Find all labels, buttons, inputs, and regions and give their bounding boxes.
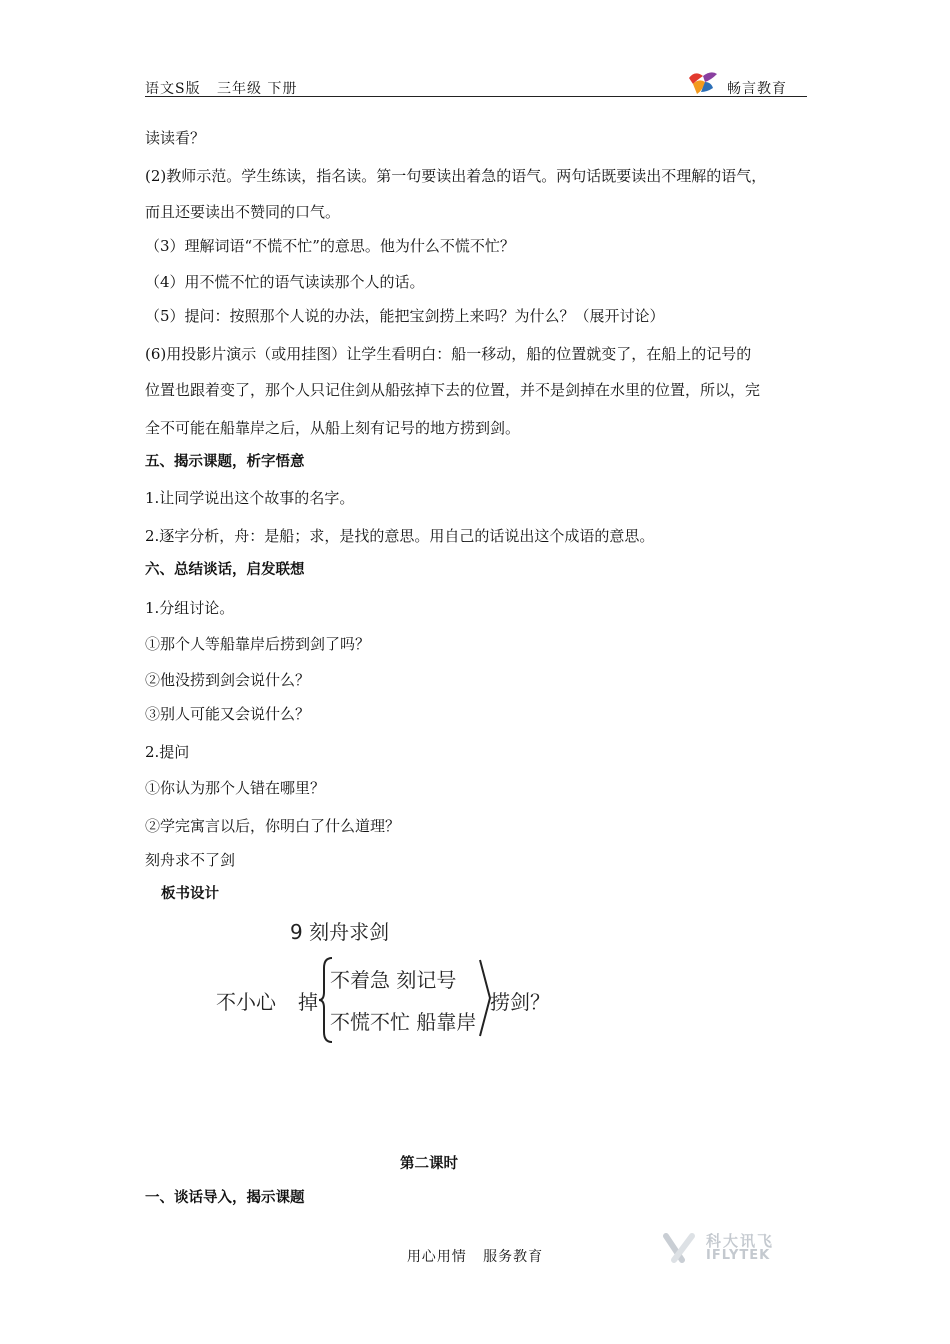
text-line: 1.让同学说出这个故事的名字。 bbox=[145, 489, 355, 507]
text-line: 而且还要读出不赞同的口气。 bbox=[145, 203, 341, 221]
text-line: （5）提问：按照那个人说的办法，能把宝剑捞上来吗？为什么？（展开讨论） bbox=[145, 307, 665, 325]
text-line: 全不可能在船靠岸之后，从船上刻有记号的地方捞到剑。 bbox=[145, 419, 521, 437]
text-line: ①那个人等船靠岸后捞到剑了吗？ bbox=[145, 635, 371, 653]
board-bottom-row: 不慌不忙 船靠岸 bbox=[330, 1010, 477, 1034]
text-line: ③别人可能又会说什么？ bbox=[145, 705, 311, 723]
iflytek-x-icon bbox=[662, 1232, 698, 1264]
changyan-bird-logo-icon bbox=[685, 68, 719, 96]
text-line: 2.逐字分析，舟：是船；求，是找的意思。用自己的话说出这个成语的意思。 bbox=[145, 527, 655, 545]
text-line: (6)用投影片演示（或用挂图）让学生看明白：船一移动，船的位置就变了，在船上的记号的 bbox=[145, 345, 752, 363]
text-line: ①你认为那个人错在哪里？ bbox=[145, 779, 326, 797]
iflytek-logo bbox=[662, 1230, 802, 1266]
section-heading: 六、总结谈话，启发联想 bbox=[145, 562, 305, 578]
text-line: 读读看？ bbox=[145, 129, 206, 147]
text-line: 刻舟求不了剑 bbox=[145, 851, 236, 869]
lesson-two-title: 第二课时 bbox=[400, 1156, 458, 1172]
iflytek-brand-cn: 科大讯飞 bbox=[706, 1232, 775, 1250]
text-line: (2)教师示范。学生练读，指名读。第一句要读出着急的语气。两句话既要读出不理解的语气， bbox=[145, 167, 767, 185]
board-design-heading: 板书设计 bbox=[161, 886, 219, 902]
header-brand: 畅言教育 bbox=[727, 81, 787, 97]
text-line: 1.分组讨论。 bbox=[145, 599, 235, 617]
text-line: 位置也跟着变了，那个人只记住剑从船弦掉下去的位置，并不是剑掉在水里的位置，所以，完 bbox=[145, 381, 761, 399]
board-left-verb: 掉 bbox=[298, 990, 318, 1014]
header-rule bbox=[145, 96, 807, 97]
footer-slogan: 用心用情 服务教育 bbox=[406, 1249, 544, 1265]
text-line: 2.提问 bbox=[145, 743, 190, 761]
board-title: 9 刻舟求剑 bbox=[290, 920, 390, 944]
text-line: ②学完寓言以后，你明白了什么道理？ bbox=[145, 817, 401, 835]
text-line: （4）用不慌不忙的语气读读那个人的话。 bbox=[145, 273, 425, 291]
header-edition: 语文S版 三年级 下册 bbox=[145, 81, 298, 97]
iflytek-brand-en: IFLYTEK bbox=[706, 1248, 771, 1263]
page-header bbox=[145, 68, 807, 98]
text-line: （3）理解词语“不慌不忙”的意思。他为什么不慌不忙？ bbox=[145, 237, 515, 255]
section-heading: 一、谈话导入，揭示课题 bbox=[145, 1190, 305, 1206]
blackboard-design bbox=[210, 908, 550, 1048]
text-line: ②他没捞到剑会说什么？ bbox=[145, 671, 311, 689]
board-top-row: 不着急 刻记号 bbox=[330, 968, 457, 992]
board-left-phrase: 不小心 bbox=[216, 990, 276, 1014]
board-right-phrase: 捞剑？ bbox=[490, 990, 550, 1014]
section-heading: 五、揭示课题，析字悟意 bbox=[145, 454, 305, 470]
